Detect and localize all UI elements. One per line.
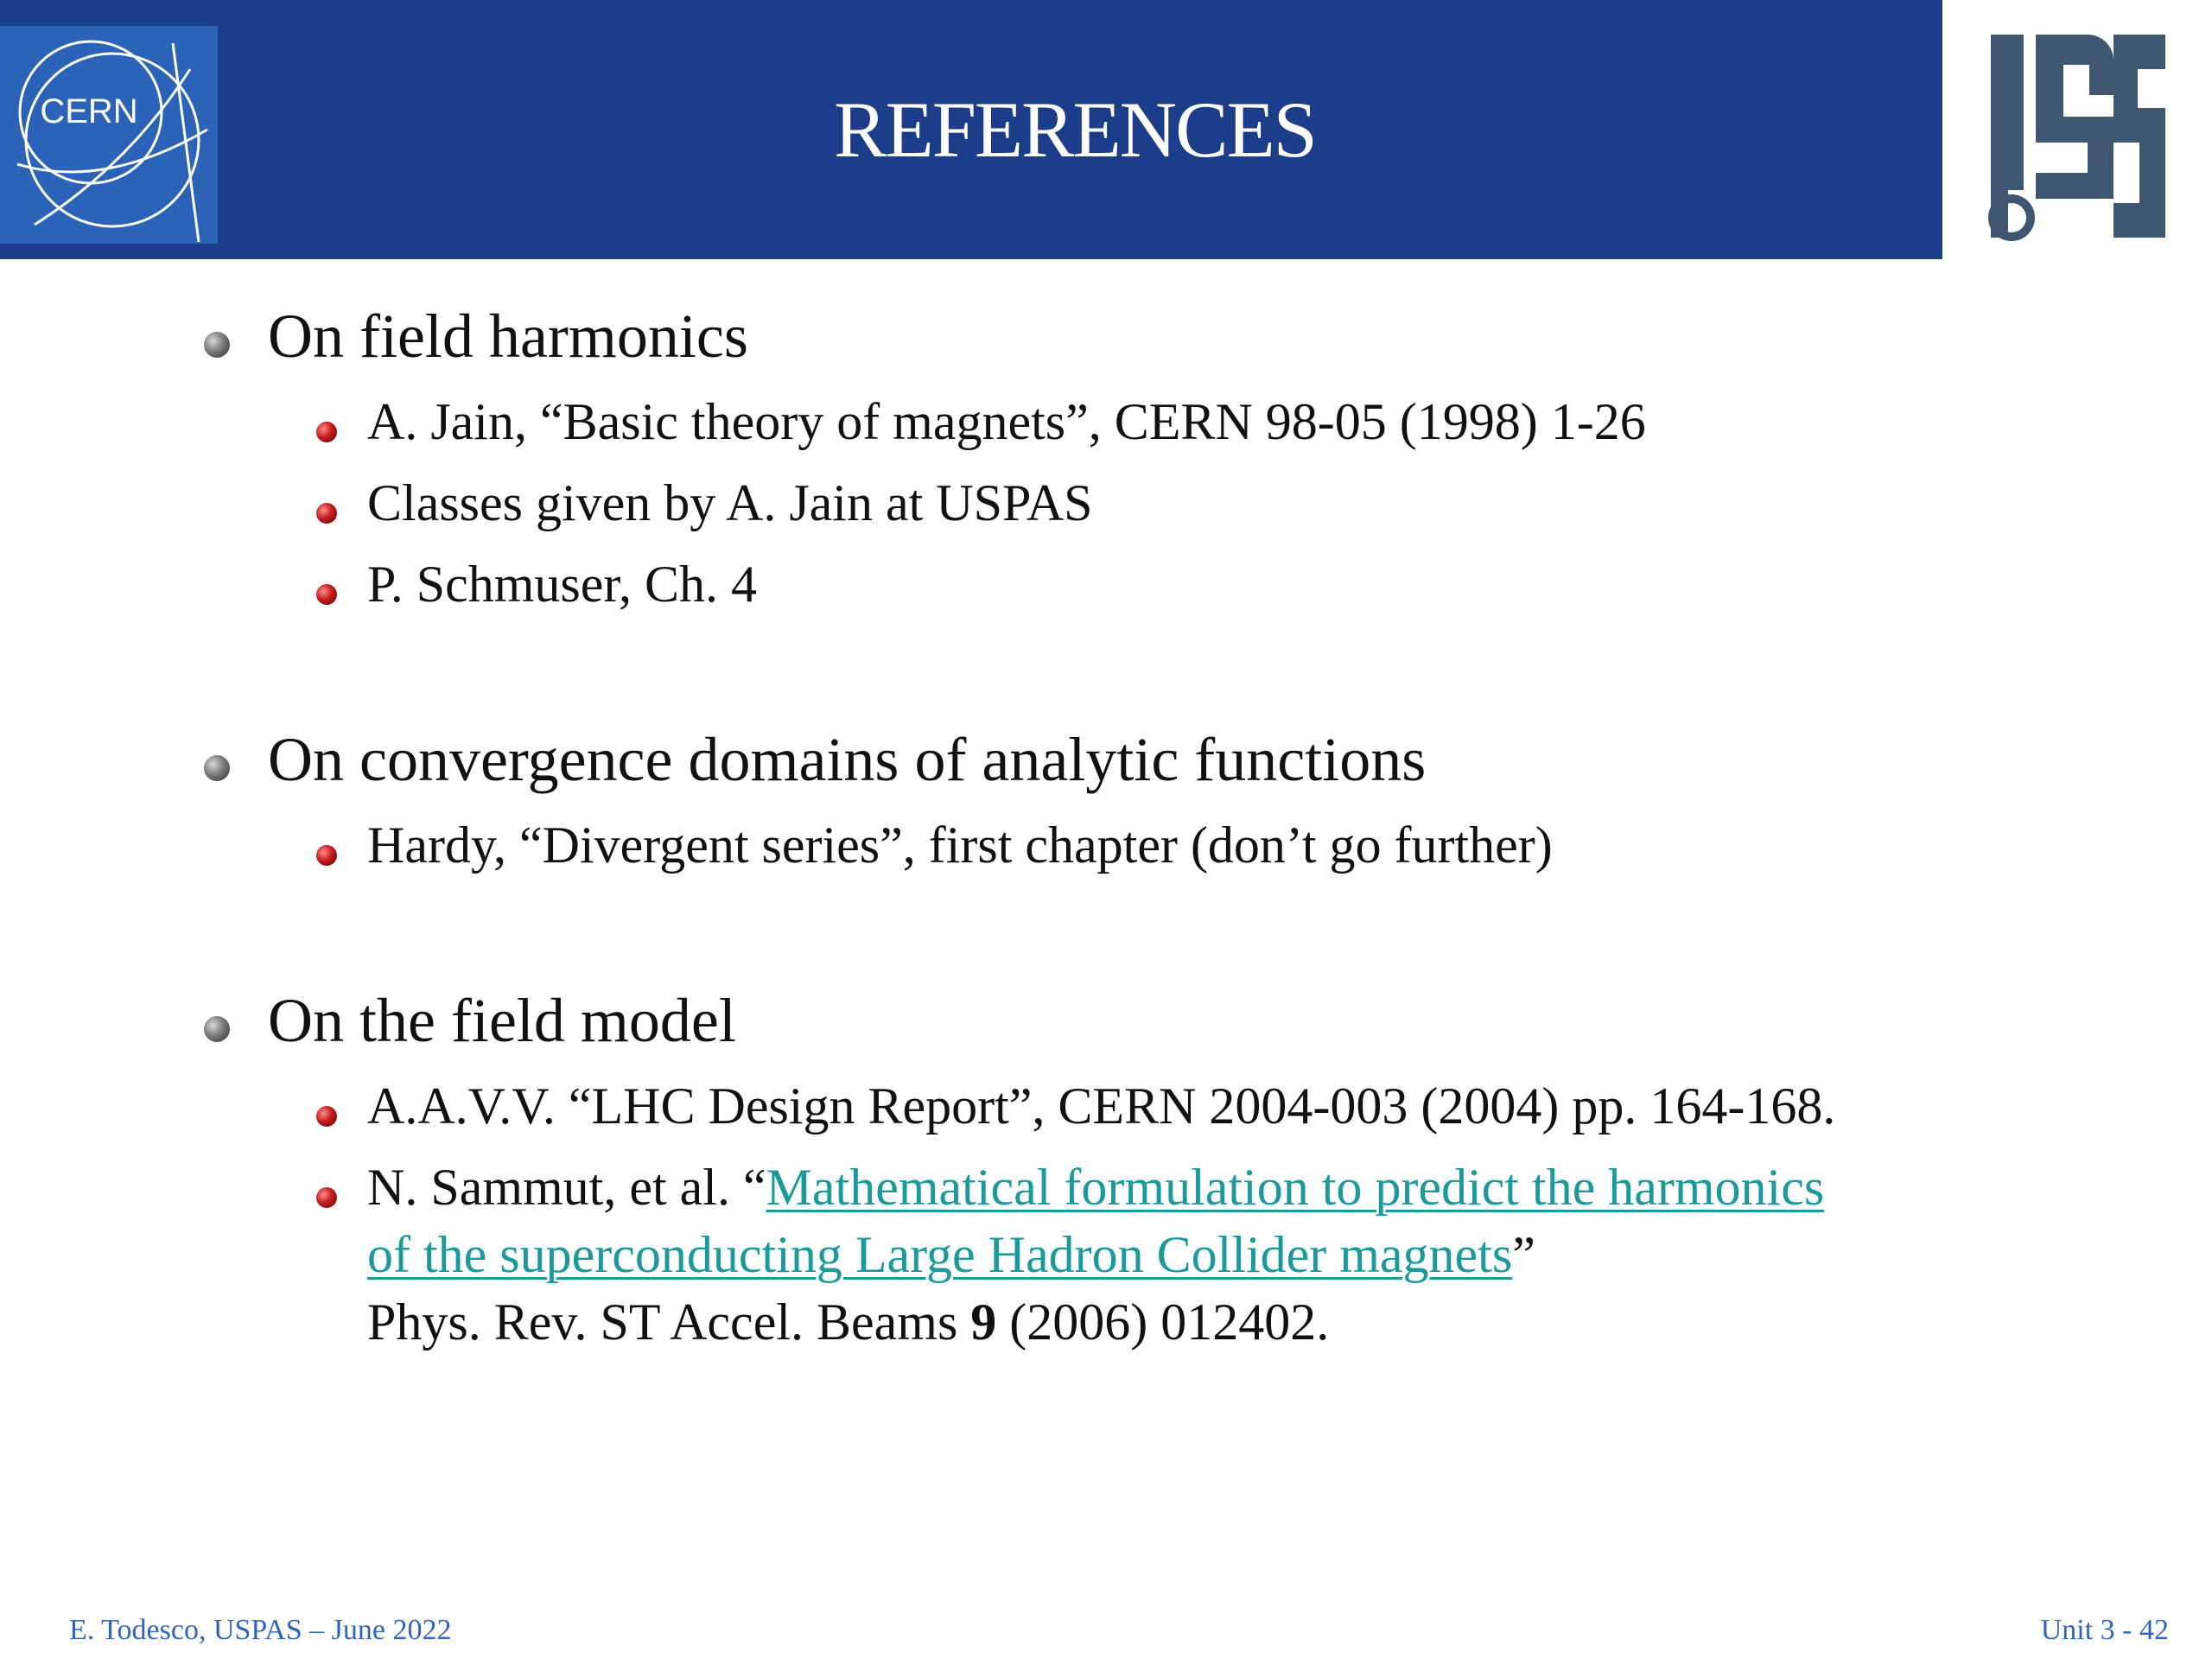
page-title: REFERENCES	[834, 86, 1316, 174]
reference-item: Classes given by A. Jain at USPAS	[367, 474, 1093, 531]
bullet-icon	[316, 584, 337, 605]
section-heading: On field harmonics	[268, 302, 748, 371]
bullet-icon	[316, 845, 337, 866]
footer-page-number: Unit 3 - 42	[2040, 1614, 2169, 1646]
citation-journal: Phys. Rev. ST Accel. Beams	[367, 1294, 971, 1351]
bullet-icon	[316, 1106, 337, 1127]
bullet-icon	[204, 1016, 230, 1042]
reference-item: A. Jain, “Basic theory of magnets”, CERN 98-05 (1998) 1-26	[367, 393, 1646, 450]
reference-item: Hardy, “Divergent series”, first chapter (don’t go further)	[367, 817, 1553, 874]
reference-item: A.A.V.V. “LHC Design Report”, CERN 2004-003 (2004) pp. 164-168.	[367, 1077, 1836, 1135]
citation-line-2	[367, 1225, 1535, 1285]
citation-rest: (2006) 012402.	[996, 1294, 1330, 1351]
citation-close-quote: ”	[1512, 1226, 1535, 1283]
section-heading: On the field model	[268, 986, 736, 1055]
section-heading: On convergence domains of analytic functions	[268, 725, 1427, 794]
paper-link[interactable]: Mathematical formulation to predict the harmonics	[766, 1159, 1825, 1216]
bullet-icon	[316, 1187, 337, 1208]
uspas-logo-icon	[1984, 26, 2174, 259]
citation-line-3	[367, 1293, 1329, 1352]
citation-line-1	[367, 1158, 1824, 1217]
paper-link-continued[interactable]: of the superconducting Large Hadron Collider magnets	[367, 1226, 1513, 1283]
bullet-icon	[316, 503, 337, 524]
footer-author: E. Todesco, USPAS – June 2022	[69, 1614, 452, 1646]
bullet-icon	[316, 422, 337, 442]
citation-prefix: N. Sammut, et al. “	[367, 1159, 766, 1216]
citation-volume: 9	[970, 1294, 997, 1351]
reference-item: P. Schmuser, Ch. 4	[367, 556, 757, 613]
bullet-icon	[204, 755, 230, 781]
bullet-icon	[204, 332, 230, 358]
cern-logo-text: CERN	[40, 92, 138, 130]
